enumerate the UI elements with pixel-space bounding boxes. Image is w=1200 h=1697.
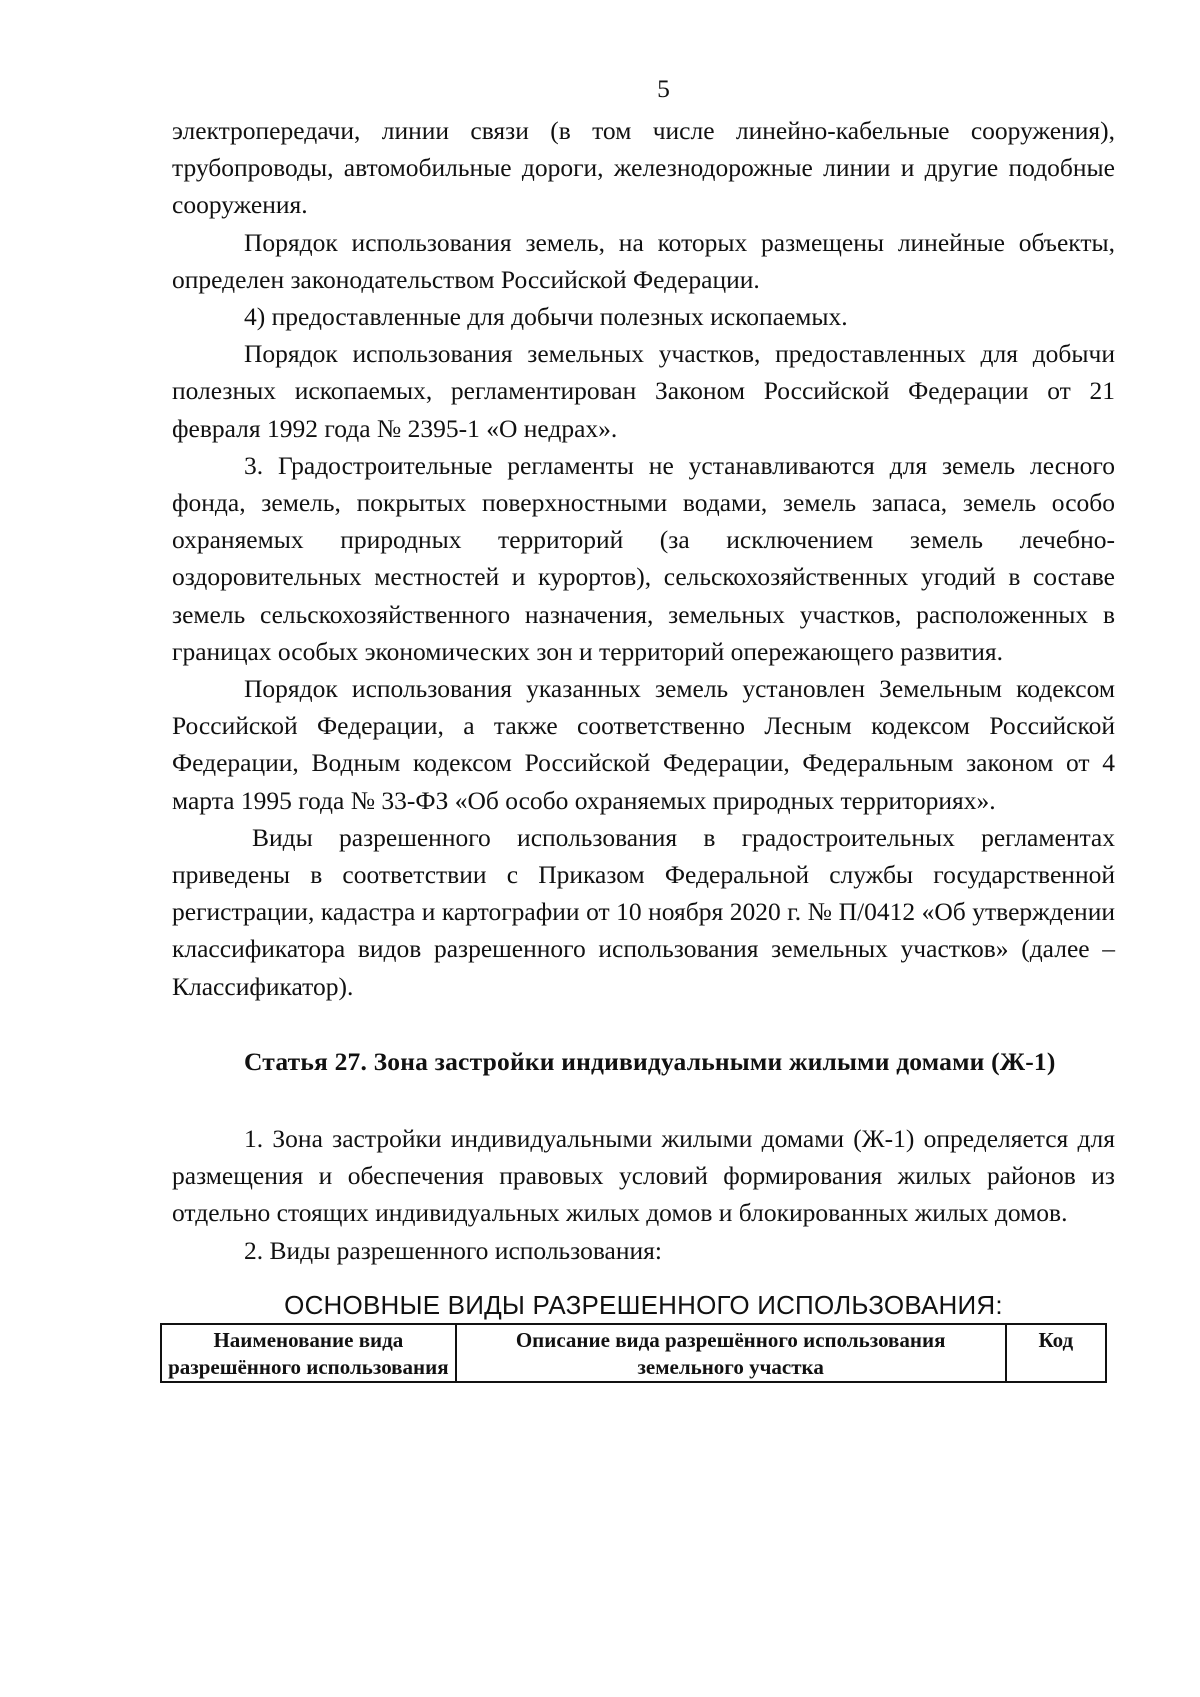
header-use-description: Описание вида разрешённого использования земельного участка xyxy=(456,1324,1006,1382)
header-use-name: Наименование вида разрешённого использования xyxy=(161,1324,456,1382)
table-header-row xyxy=(161,1324,1106,1382)
paragraph-zone-definition: 1. Зона застройки индивидуальными жилыми домами (Ж-1) определяется для размещения и обеспечения правовых условий формирования жилых районов из отдельно стоящих индивидуальных жилых домов и блокированных жилых домов. xyxy=(172,1124,1115,1228)
paragraph-linear-objects-continuation: электропередачи, линии связи (в том числе линейно-кабельные сооружения), трубопроводы, автомобильные дороги, железнодорожные линии и другие подобные сооружения. xyxy=(172,116,1115,220)
paragraph-linear-objects-order: Порядок использования земель, на которых размещены линейные объекты, определен законодательством Российской Федерации. xyxy=(172,227,1115,294)
permitted-use-table xyxy=(160,1323,1107,1383)
table-caption: ОСНОВНЫЕ ВИДЫ РАЗРЕШЕННОГО ИСПОЛЬЗОВАНИЯ: xyxy=(284,1289,1003,1320)
heading-spacer xyxy=(172,1080,1115,1120)
paragraph-regulations-not-established: 3. Градостроительные регламенты не устанавливаются для земель лесного фонда, земель, покрытых поверхностными водами, земель запаса, земель особо охраняемых природных территорий (за исключением земель лечебно-оздоровительных местностей и курортов), сельскохозяйственных угодий в составе земель сельскохозяйственного назначения, земельных участков, расположенных в границах особых экономических зон и территорий опережающего развития. xyxy=(172,450,1115,666)
page-number: 5 xyxy=(657,74,670,103)
paragraph-permitted-use-types: 2. Виды разрешенного использования: xyxy=(244,1235,662,1265)
paragraph-land-use-order: Порядок использования указанных земель установлен Земельным кодексом Российской Федерации, а также соответственно Лесным кодексом Российской Федерации, Водным кодексом Российской Федерации, Федеральным законом от 4 марта 1995 года № 33-ФЗ «Об особо охраняемых природных территориях». xyxy=(172,674,1115,815)
article-heading: Статья 27. Зона застройки индивидуальными жилыми домами (Ж-1) xyxy=(244,1046,1056,1076)
paragraph-permitted-use-classifier: Виды разрешенного использования в градостроительных регламентах приведены в соответствии с Приказом Федеральной службы государственной регистрации, кадастра и картографии от 10 ноября 2020 г. № П/0412 «Об утверждении классификатора видов разрешенного использования земельных участков» (далее – Классификатор). xyxy=(172,822,1115,1001)
paragraph-mineral-extraction-order: Порядок использования земельных участков, предоставленных для добычи полезных ископаемых, регламентирован Законом Российской Федерации от 21 февраля 1992 года № 2395-1 «О недрах». xyxy=(172,339,1115,443)
paragraph-mineral-extraction-item: 4) предоставленные для добычи полезных ископаемых. xyxy=(244,302,848,332)
header-use-code: Код xyxy=(1006,1324,1106,1382)
